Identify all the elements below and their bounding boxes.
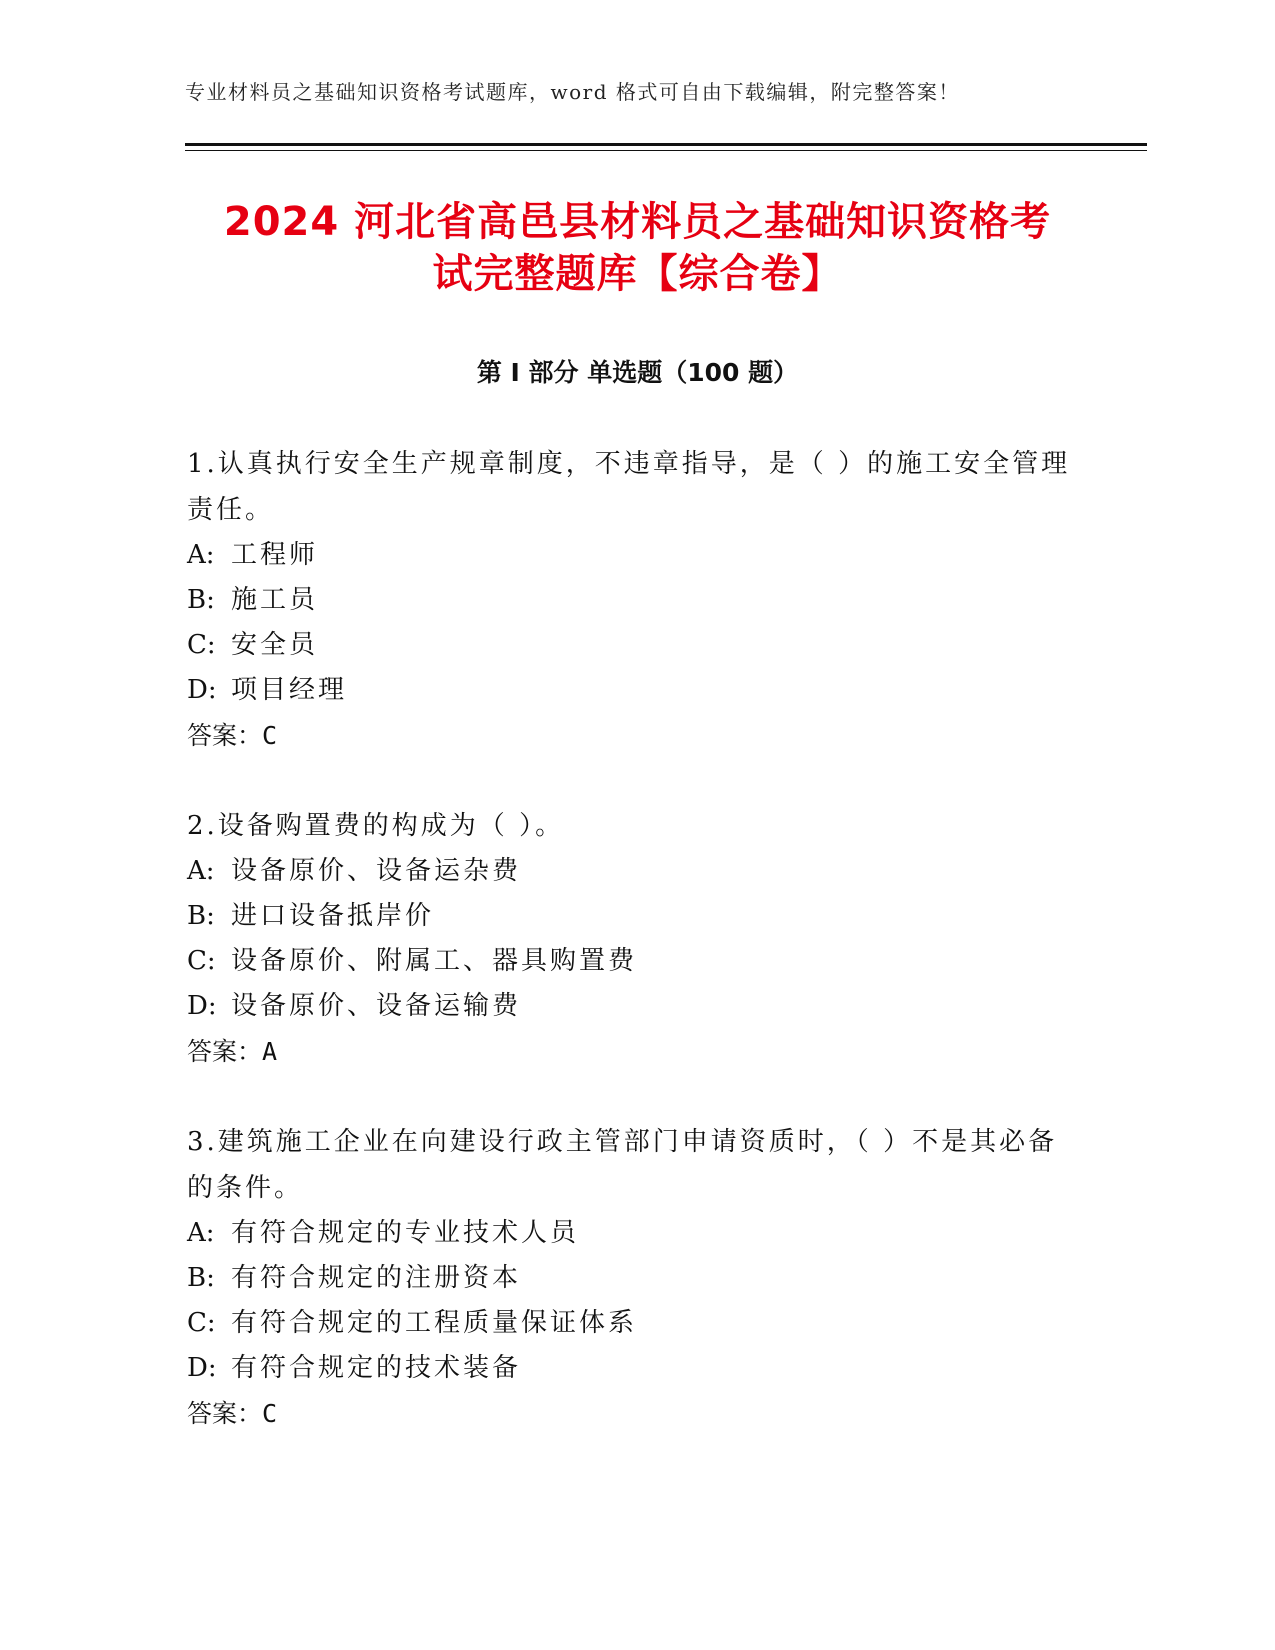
- option-letter: B:: [187, 585, 215, 615]
- option-letter: A:: [187, 1218, 215, 1248]
- option-d: [187, 984, 1087, 1029]
- option-letter: B:: [187, 901, 215, 931]
- option-letter: C:: [187, 630, 216, 660]
- question-stem-line1: 2.设备购置费的构成为（ ）。: [187, 811, 565, 841]
- option-b: [187, 894, 1087, 939]
- option-letter: A:: [187, 540, 215, 570]
- document-title: [160, 196, 1115, 300]
- answer-value: C: [262, 721, 278, 750]
- question-stem-line2: 责任。: [187, 495, 275, 525]
- document-title-line2: 试完整题库【综合卷】: [432, 251, 843, 297]
- header-rule-thin: [185, 150, 1147, 151]
- option-c: [187, 623, 1087, 668]
- option-d: [187, 668, 1087, 713]
- option-text: 施工员: [231, 585, 319, 615]
- option-letter: D:: [187, 1353, 217, 1383]
- option-a: [187, 533, 1087, 578]
- option-text: 有符合规定的专业技术人员: [231, 1218, 580, 1248]
- option-letter: A:: [187, 856, 215, 886]
- question-list: [187, 441, 1087, 1481]
- option-a: [187, 849, 1087, 894]
- header-note: 专业材料员之基础知识资格考试题库，word 格式可自由下载编辑，附完整答案！: [185, 80, 960, 104]
- option-c: [187, 939, 1087, 984]
- question-stem-line1: 3.建筑施工企业在向建设行政主管部门申请资质时，（ ）不是其必备: [187, 1127, 1058, 1157]
- option-c: [187, 1301, 1087, 1346]
- header-rule-thick: [185, 143, 1147, 146]
- answer-label: 答案：: [187, 1037, 263, 1066]
- option-letter: D:: [187, 991, 217, 1021]
- question-2: [187, 803, 1087, 1074]
- answer-value: C: [262, 1399, 278, 1428]
- option-d: [187, 1346, 1087, 1391]
- option-b: [187, 578, 1087, 623]
- question-3: [187, 1119, 1087, 1436]
- option-b: [187, 1256, 1087, 1301]
- document-title-line1: 2024 河北省高邑县材料员之基础知识资格考: [223, 199, 1052, 245]
- option-letter: C:: [187, 1308, 216, 1338]
- answer-line: [187, 713, 1087, 758]
- option-text: 有符合规定的工程质量保证体系: [231, 1308, 638, 1338]
- option-letter: C:: [187, 946, 216, 976]
- option-a: [187, 1211, 1087, 1256]
- answer-line: [187, 1029, 1087, 1074]
- answer-value: A: [262, 1037, 278, 1066]
- option-text: 项目经理: [231, 675, 348, 705]
- option-text: 有符合规定的注册资本: [231, 1263, 522, 1293]
- question-stem: [187, 803, 1087, 849]
- question-stem-line1: 1.认真执行安全生产规章制度，不违章指导，是（ ）的施工安全管理: [187, 449, 1071, 479]
- option-letter: B:: [187, 1263, 215, 1293]
- option-text: 有符合规定的技术装备: [231, 1353, 522, 1383]
- option-text: 设备原价、设备运杂费: [231, 856, 522, 886]
- question-stem: [187, 441, 1087, 533]
- option-letter: D:: [187, 675, 217, 705]
- question-stem-line2: 的条件。: [187, 1173, 304, 1203]
- option-text: 进口设备抵岸价: [231, 901, 435, 931]
- section-title: 第 I 部分 单选题（100 题）: [476, 358, 799, 387]
- option-text: 安全员: [231, 630, 319, 660]
- answer-line: [187, 1391, 1087, 1436]
- answer-label: 答案：: [187, 721, 263, 750]
- option-text: 工程师: [231, 540, 319, 570]
- question-1: [187, 441, 1087, 758]
- question-stem: [187, 1119, 1087, 1211]
- option-text: 设备原价、设备运输费: [231, 991, 522, 1021]
- option-text: 设备原价、附属工、器具购置费: [231, 946, 638, 976]
- answer-label: 答案：: [187, 1399, 263, 1428]
